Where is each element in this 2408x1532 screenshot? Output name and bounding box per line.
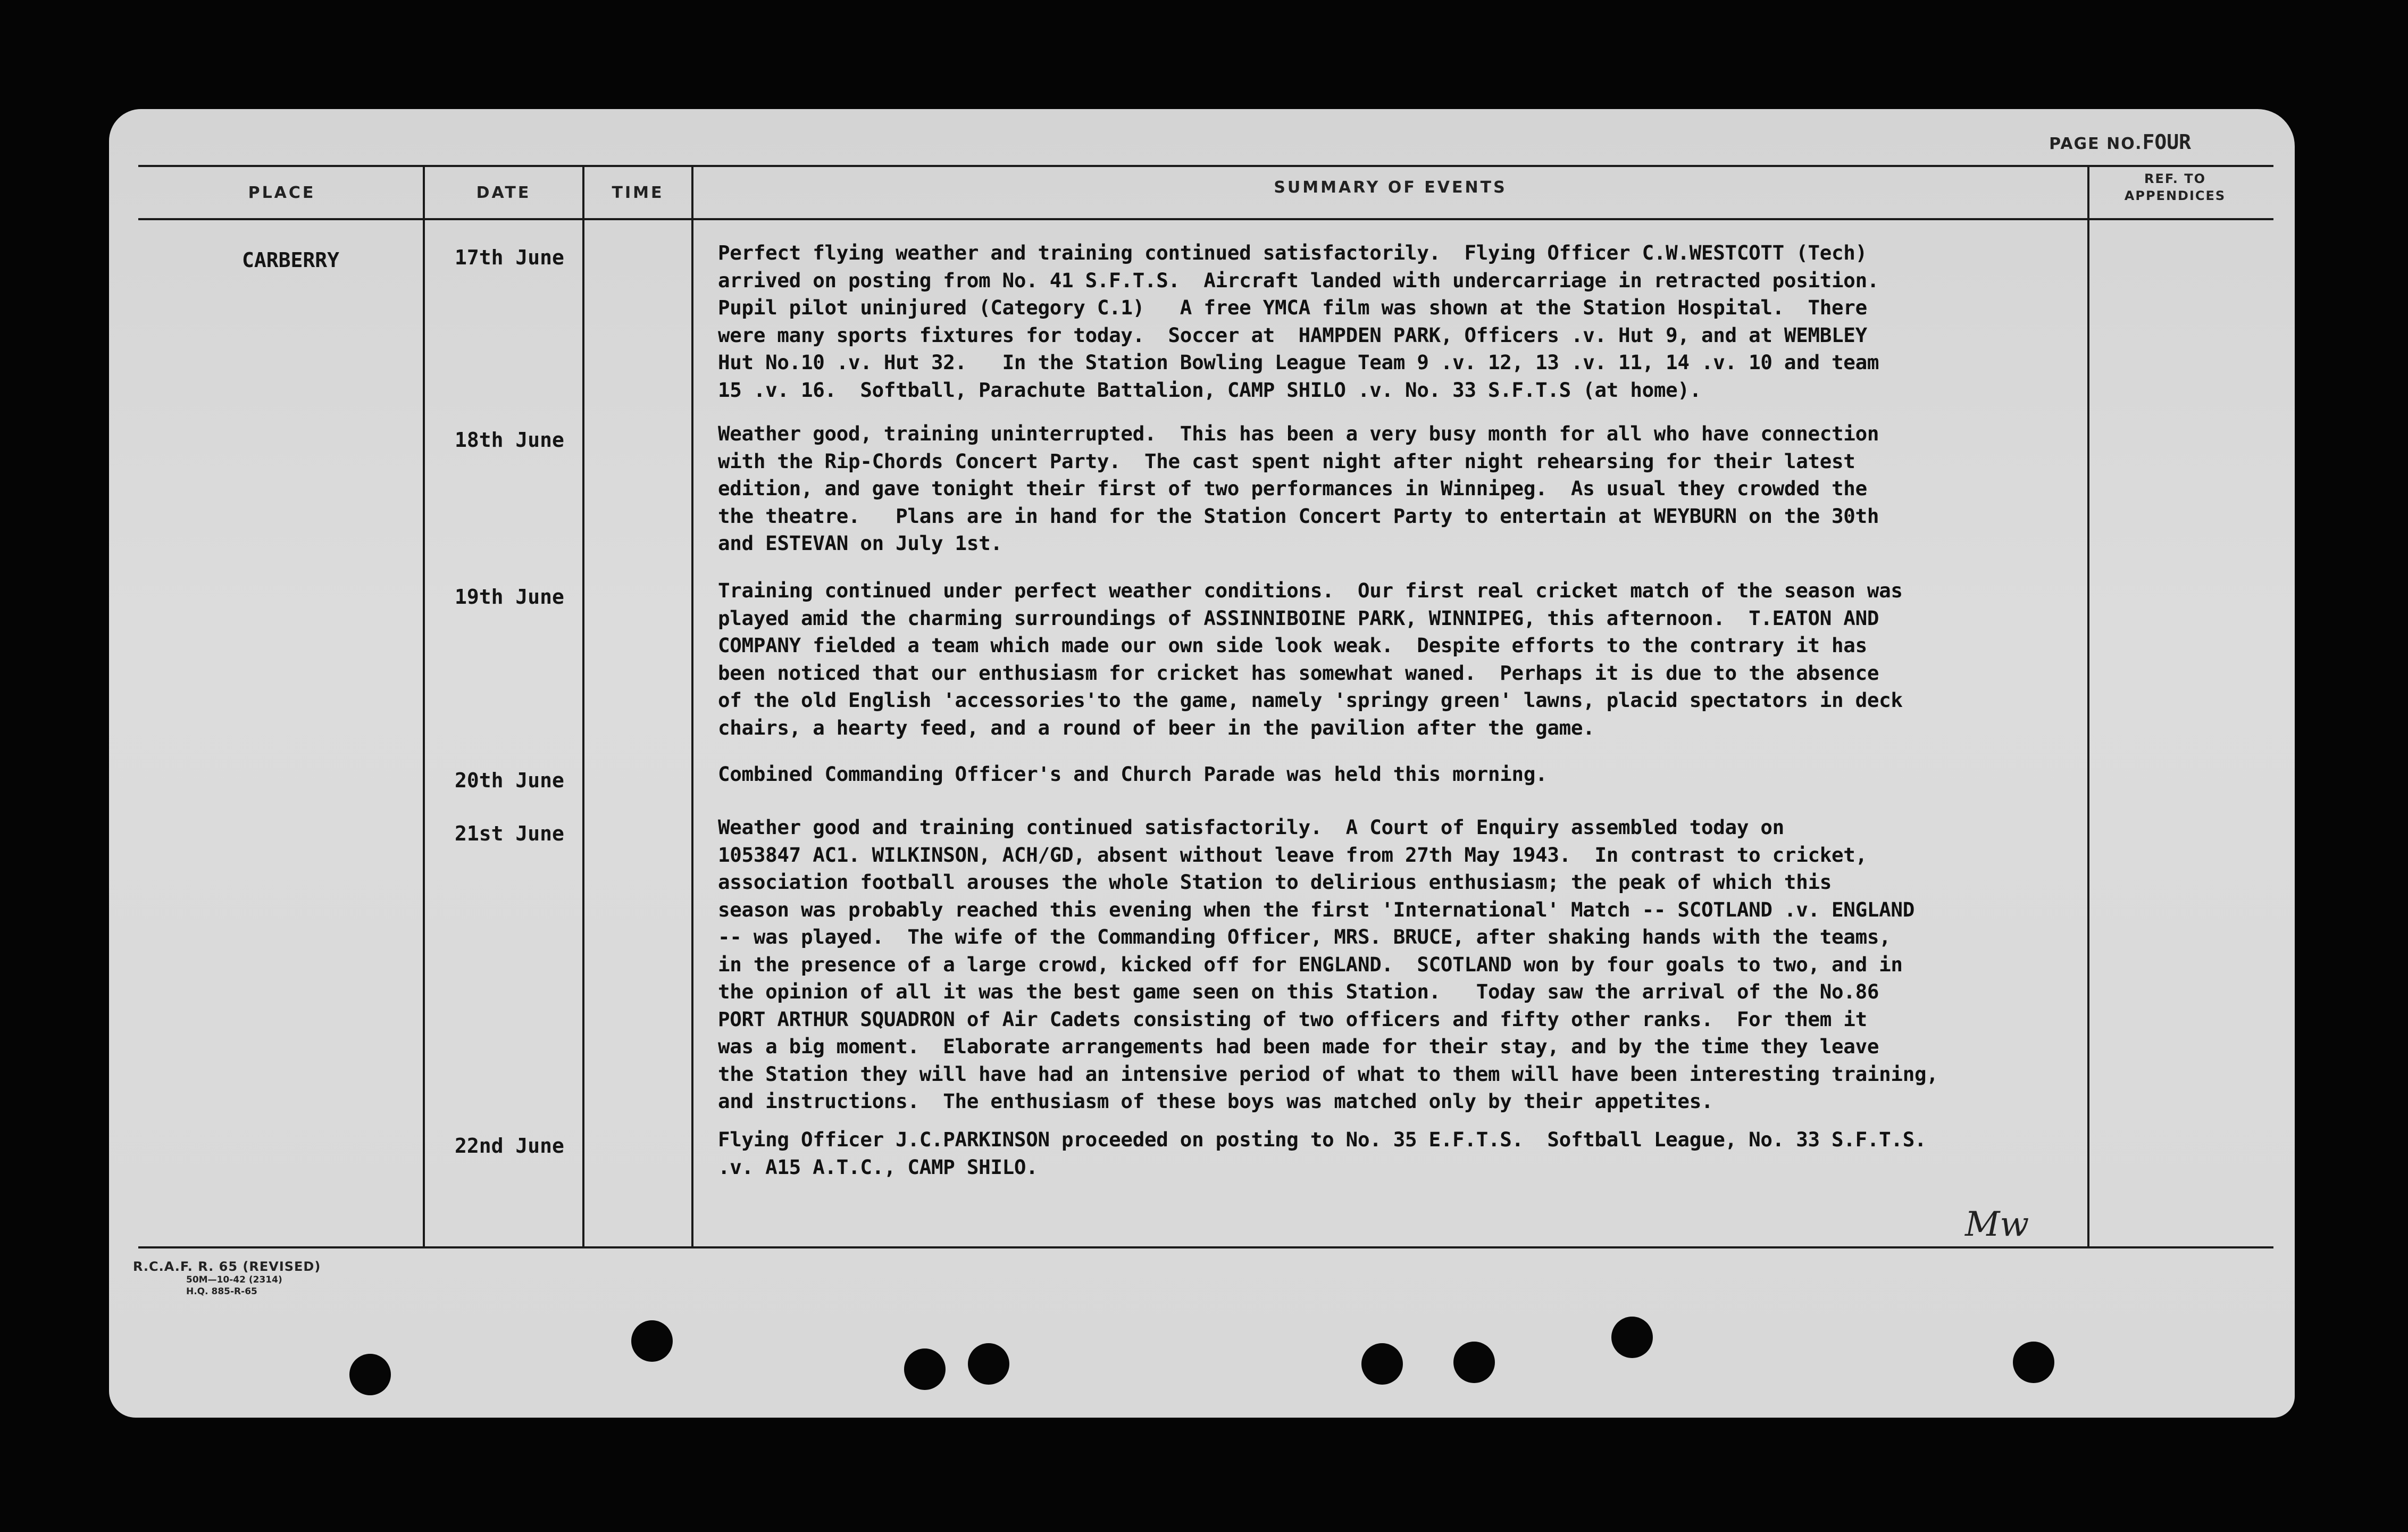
- summary-entry: Flying Officer J.C.PARKINSON proceeded on posting to No. 35 E.F.T.S. Softball League, No. 33 S.F.T.S. .v. A15 A.T.C., CAMP SHILO.: [718, 1128, 1927, 1179]
- page-number-label: PAGE NO.: [2049, 135, 2143, 153]
- form-print-code: 50M—10-42 (2314): [186, 1275, 282, 1285]
- date-entry: 18th June: [455, 428, 564, 452]
- punch-hole: [349, 1354, 391, 1395]
- date-entry: 17th June: [455, 246, 564, 269]
- column-divider-time: [691, 165, 693, 1247]
- header-bottom-rule: [138, 218, 2273, 220]
- summary-entry: Combined Commanding Officer's and Church Parade was held this morning.: [718, 762, 1548, 786]
- form-number: R.C.A.F. R. 65 (REVISED): [133, 1259, 321, 1274]
- header-ref: REF. TO APPENDICES: [2124, 171, 2226, 203]
- punch-hole: [631, 1320, 673, 1362]
- date-entry: 20th June: [455, 769, 564, 792]
- header-place: PLACE: [248, 184, 316, 202]
- date-entry: 22nd June: [455, 1134, 564, 1158]
- header-time: TIME: [612, 184, 664, 202]
- place-value: CARBERRY: [242, 248, 340, 272]
- summary-entry: Weather good and training continued satisfactorily. A Court of Enquiry assembled today on 1053847 AC1. WILKINSON, ACH/GD, absent without leave from 27th May 1943. In contrast to cricket, association football arouses the whole Station to delirious enthusiasm; the peak of which this season was probably reached this evening when the first 'International' Match -- SCOTLAND .v. ENGLAND -- was played. The wife of the Commanding Officer, MRS. BRUCE, after shaking hands with the teams, in the presence of a large crowd, kicked off for ENGLAND. SCOTLAND won by four goals to two, and in the opinion of all it was the best game seen on this Station. Today saw the arrival of the No.86 PORT ARTHUR SQUADRON of Air Cadets consisting of two officers and fifty other ranks. For them it was a big moment. Elaborate arrangements had been made for their stay, and by the time they leave the Station they will have had an intensive period of what to them will have been interesting training, and instructions. The enthusiasm of these boys was matched only by their appetites.: [718, 815, 1938, 1113]
- column-divider-place: [423, 165, 425, 1247]
- punch-hole: [1453, 1342, 1495, 1383]
- summary-entry: Training continued under perfect weather conditions. Our first real cricket match of the season was played amid the charming surroundings of ASSINNIBOINE PARK, WINNIPEG, this afternoon. T.EATON AND COMPANY fielded a team which made our own side look weak. Despite efforts to the contrary it has been noticed that our enthusiasm for cricket has somewhat waned. Perhaps it is due to the absence of the old English 'accessories'to the game, namely 'springy green' lawns, placid spectators in deck chairs, a hearty feed, and a round of beer in the pavilion after the game.: [718, 579, 1903, 739]
- punch-hole: [904, 1348, 946, 1390]
- punch-hole: [968, 1343, 1009, 1385]
- date-entry: 21st June: [455, 822, 564, 845]
- page-number: [2049, 130, 2191, 154]
- page-number-value: FOUR: [2142, 130, 2191, 154]
- header-top-rule: [138, 165, 2273, 167]
- form-reference: [133, 1259, 321, 1297]
- punch-hole: [2013, 1342, 2054, 1383]
- date-entry: 19th June: [455, 585, 564, 609]
- summary-entry: Weather good, training uninterrupted. This has been a very busy month for all who have connection with the Rip-Chords Concert Party. The cast spent night after night rehearsing for their latest edition, and gave tonight their first of two performances in Winnipeg. As usual they crowded the the theatre. Plans are in hand for the Station Concert Party to entertain at WEYBURN on the 30th and ESTEVAN on July 1st.: [718, 422, 1879, 555]
- handwritten-initials: Mw: [1965, 1205, 2029, 1244]
- table-bottom-rule: [138, 1246, 2273, 1248]
- form-hq-code: H.Q. 885-R-65: [186, 1286, 257, 1297]
- punch-hole: [1611, 1317, 1653, 1358]
- summary-entry: Perfect flying weather and training continued satisfactorily. Flying Officer C.W.WESTCOTT (Tech) arrived on posting from No. 41 S.F.T.S. Aircraft landed with undercarriage in retracted position. Pupil pilot uninjured (Category C.1) A free YMCA film was shown at the Station Hospital. There were many sports fixtures for today. Soccer at HAMPDEN PARK, Officers .v. Hut 9, and at WEMBLEY Hut No.10 .v. Hut 32. In the Station Bowling League Team 9 .v. 12, 13 .v. 11, 14 .v. 10 and team 15 .v. 16. Softball, Parachute Battalion, CAMP SHILO .v. No. 33 S.F.T.S (at home).: [718, 241, 1879, 402]
- header-date: DATE: [476, 184, 531, 202]
- punch-hole: [1361, 1343, 1403, 1385]
- diary-sheet: [109, 109, 2295, 1418]
- header-summary: SUMMARY OF EVENTS: [1274, 178, 1507, 197]
- column-divider-date: [582, 165, 584, 1247]
